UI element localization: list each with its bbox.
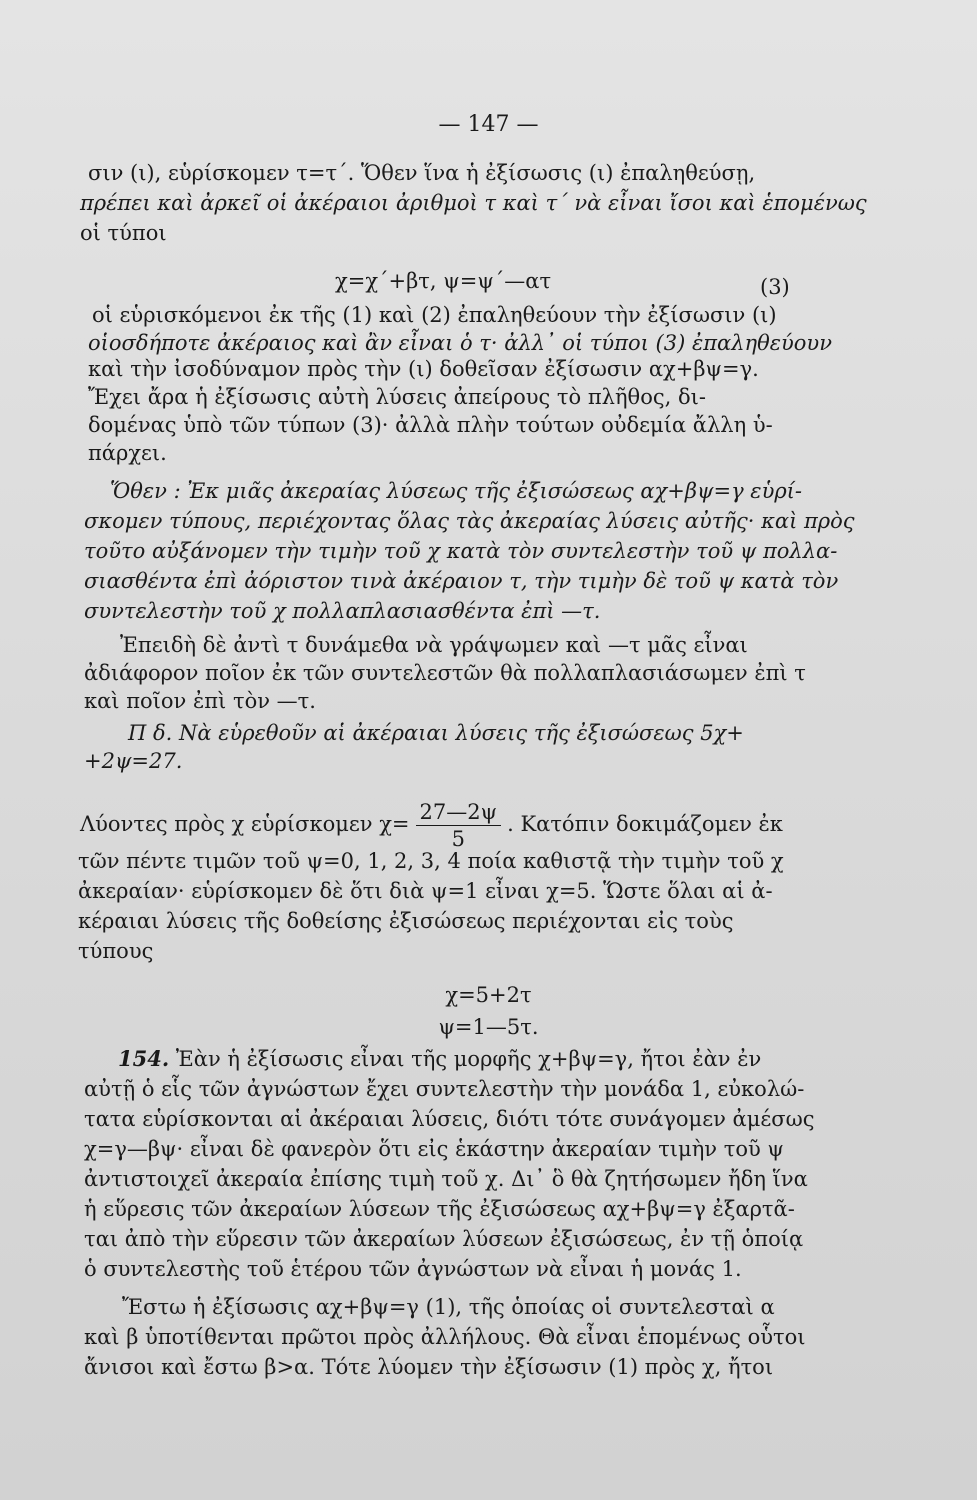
text-line: ἡ εὕρεσις τῶν ἀκεραίων λύσεων τῆς ἐξισώσεως αχ+βψ=γ ἐξαρτᾶ- [84, 1197, 795, 1221]
text-line: δομένας ὑπὸ τῶν τύπων (3)· ἀλλὰ πλὴν τούτων οὐδεμία ἄλλη ὑ- [88, 413, 773, 437]
text-line: καὶ ποῖον ἐπὶ τὸν —τ. [84, 689, 316, 713]
text-line: Ἐπειδὴ δὲ ἀντὶ τ δυνάμεθα νὰ γράψωμεν καὶ —τ μᾶς εἶναι [120, 633, 748, 657]
text-line: τοῦτο αὐξάνομεν τὴν τιμὴν τοῦ χ κατὰ τὸν συντελεστὴν τοῦ ψ πολλα- [84, 539, 838, 563]
text-line: οἱ εὑρισκόμενοι ἐκ τῆς (1) καὶ (2) ἐπαληθεύουν τὴν ἐξίσωσιν (ι) [92, 303, 777, 327]
page-number: — 147 — [438, 112, 539, 137]
text-line: τατα εὑρίσκονται αἱ ἀκέραιαι λύσεις, διότι τότε συνάγομεν ἀμέσως [84, 1107, 815, 1131]
text-line: κέραιαι λύσεις τῆς δοθείσης ἐξισώσεως περιέχονται εἰς τοὺς [78, 909, 734, 933]
fraction-numerator: 27—2ψ [416, 799, 502, 826]
text-line: σιν (ι), εὑρίσκομεν τ=τ΄. Ὅθεν ἵνα ἡ ἐξίσωσις (ι) ἐπαληθεύσῃ, [88, 161, 756, 185]
text-line: Ἔχει ἄρα ἡ ἐξίσωσις αὐτὴ λύσεις ἀπείρους τὸ πλῆθος, δι- [88, 385, 706, 409]
text-line: Ἔστω ἡ ἐξίσωσις αχ+βψ=γ (1), τῆς ὁποίας οἱ συντελεσταὶ α [122, 1295, 775, 1319]
example-line: +2ψ=27. [84, 749, 183, 773]
text-line: ἄνισοι καὶ ἔστω β>α. Τότε λύομεν τὴν ἐξίσωσιν (1) πρὸς χ, ἤτοι [84, 1355, 774, 1379]
text-line: τῶν πέντε τιμῶν τοῦ ψ=0, 1, 2, 3, 4 ποία καθιστᾷ τὴν τιμὴν τοῦ χ [78, 849, 784, 873]
section-text: Ἐὰν ἡ ἐξίσωσις εἶναι τῆς μορφῆς χ+βψ=γ, ἤτοι ἐὰν ἐν [175, 1047, 762, 1071]
text-line: καὶ β ὑποτίθενται πρῶτοι πρὸς ἀλλήλους. Θὰ εἶναι ἑπομένως οὗτοι [84, 1325, 806, 1349]
fraction-tail-text: . Κατόπιν δοκιμάζομεν ἐκ [507, 812, 783, 836]
text-line: σιασθέντα ἐπὶ ἀόριστον τινὰ ἀκέραιον τ, τὴν τιμὴν δὲ τοῦ ψ κατὰ τὸν [84, 569, 839, 593]
formula-line: χ=5+2τ [445, 983, 532, 1007]
text-line: οἱ τύποι [80, 221, 167, 245]
formula-line: χ=χ΄+βτ, ψ=ψ΄—ατ [335, 269, 552, 293]
text-line: σκομεν τύπους, περιέχοντας ὅλας τὰς ἀκεραίας λύσεις αὐτῆς· καὶ πρὸς [84, 509, 855, 533]
text-line: οἱοσδήποτε ἀκέραιος καὶ ἂν εἶναι ὁ τ· ἀλλ᾽ οἱ τύποι (3) ἐπαληθεύουν [88, 331, 832, 355]
text-line: καὶ τὴν ἰσοδύναμον πρὸς τὴν (ι) δοθεῖσαν ἐξίσωσιν αχ+βψ=γ. [88, 357, 759, 381]
formula-line: ψ=1—5τ. [438, 1015, 539, 1039]
section-number: 154. [118, 1046, 170, 1071]
text-line: ἀκεραίαν· εὑρίσκομεν δὲ ὅτι διὰ ψ=1 εἶναι χ=5. Ὥστε ὅλαι αἱ ἀ- [78, 879, 773, 903]
text-line: χ=γ—βψ· εἶναι δὲ φανερὸν ὅτι εἰς ἑκάστην ἀκεραίαν τιμὴν τοῦ ψ [84, 1137, 784, 1161]
text-line: πρέπει καὶ ἀρκεῖ οἱ ἀκέραιοι ἀριθμοὶ τ καὶ τ΄ νὰ εἶναι ἴσοι καὶ ἑπομένως [80, 191, 867, 215]
equation-number: (3) [760, 275, 790, 299]
section-line [118, 1044, 761, 1074]
text-line: ται ἀπὸ τὴν εὕρεσιν τῶν ἀκεραίων λύσεων ἐξισώσεως, ἐν τῇ ὁποίᾳ [84, 1227, 804, 1251]
text-line: αὐτῇ ὁ εἷς τῶν ἀγνώστων ἔχει συντελεστὴν τὴν μονάδα 1, εὐκολώ- [84, 1077, 805, 1101]
text-line: πάρχει. [88, 441, 167, 465]
fraction-denominator: 5 [451, 827, 465, 851]
text-line: ὁ συντελεστὴς τοῦ ἑτέρου τῶν ἀγνώστων νὰ εἶναι ἡ μονάς 1. [84, 1257, 742, 1281]
text-line: Ὅθεν : Ἐκ μιᾶς ἀκεραίας λύσεως τῆς ἐξισώσεως αχ+βψ=γ εὑρί- [110, 479, 803, 503]
text-line: τύπους [78, 939, 154, 963]
text-line: ἀντιστοιχεῖ ἀκεραία ἐπίσης τιμὴ τοῦ χ. Δι᾽ ὃ θὰ ζητήσωμεν ἤδη ἵνα [84, 1167, 808, 1191]
fraction-lead-text: Λύοντες πρὸς χ εὑρίσκομεν χ= [80, 812, 410, 836]
fraction [416, 799, 502, 852]
text-line: συντελεστὴν τοῦ χ πολλαπλασιασθέντα ἐπὶ —τ. [84, 599, 601, 623]
example-line: Π δ. Νὰ εὑρεθοῦν αἱ ἀκέραιαι λύσεις τῆς ἐξισώσεως 5χ+ [128, 721, 744, 745]
text-line: ἀδιάφορον ποῖον ἐκ τῶν συντελεστῶν θὰ πολλαπλασιάσωμεν ἐπὶ τ [84, 661, 806, 685]
